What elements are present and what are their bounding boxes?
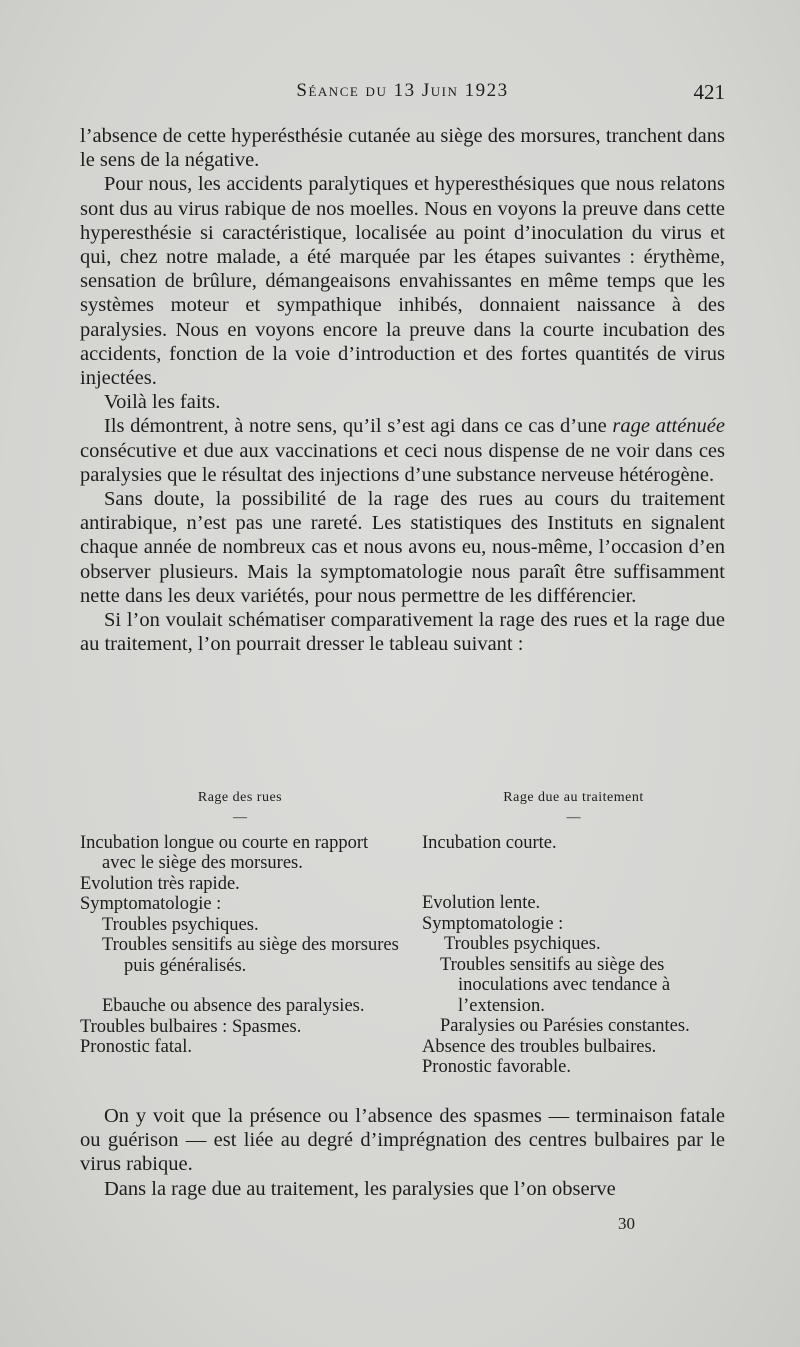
right-incubation: Incubation courte. — [422, 832, 557, 853]
paragraph-4-rest: consécutive et due aux vaccinations et ceci nous dispense de ne voir dans ces paralysies que le résultat des injections d’une substance nerveuse hétérogène. — [80, 439, 725, 486]
paragraph-4-italic: rage atténuée — [612, 415, 726, 438]
right-gap-2 — [422, 873, 725, 893]
paragraph-4-lead: Ils démontrent, à notre sens, qu’il s’est agi dans ce cas d’une — [104, 415, 607, 438]
right-gap-1 — [422, 853, 725, 873]
right-symptomatologie: Symptomatologie : — [422, 913, 564, 934]
paragraph-6: Si l’on voulait schématiser comparativement la rage des rues et la rage due au traitement, l’on pourrait dresser le tableau suivant : — [80, 609, 725, 656]
right-evolution: Evolution lente. — [422, 893, 541, 913]
table-dash-left: — — [233, 809, 247, 825]
table-column-left — [80, 788, 400, 1058]
right-psychiques: Troubles psychiques. — [444, 934, 601, 954]
right-sensitifs: Troubles sensitifs au siège des inoculations avec tendance à l’extension. — [440, 954, 671, 1016]
paragraph-8: Dans la rage due au traitement, les paralysies que l’on observe — [104, 1177, 616, 1200]
paragraph-2: Pour nous, les accidents paralytiques et hyperesthésiques que nous relatons sont dus au virus rabique de nos moelles. Nous en voyons la preuve dans cette hyperesthésie si caractéristique, localisée au point d’inoculation du virus et qui, chez notre malade, a été marquée par les étapes suivantes : érythème, sensation de brûlure, démangeaisons envahissantes en même temps que les systèmes moteur et sympathique inhibés, donnaient naissance à des paralysies. Nous en voyons encore la preuve dans la courte incubation des accidents, fonction de la voie d’introduction et des fortes quantités de virus injectées. — [80, 173, 725, 390]
right-paralysies: Paralysies ou Parésies constantes. — [440, 1016, 690, 1036]
left-incubation: Incubation longue ou courte en rapport avec le siège des morsures. — [80, 832, 369, 873]
paragraph-1: l’absence de cette hyperésthésie cutanée au siège des morsures, tranchent dans le sens de la négative. — [80, 125, 725, 172]
page-header — [80, 80, 725, 110]
right-pronostic: Pronostic favorable. — [422, 1057, 571, 1077]
left-sensitifs: Troubles sensitifs au siège des morsures puis généralisés. — [102, 935, 399, 976]
left-evolution: Evolution très rapide. — [80, 873, 240, 894]
left-paralysies: Ebauche ou absence des paralysies. — [102, 996, 365, 1016]
left-gap — [80, 976, 400, 996]
paragraph-7: On y voit que la présence ou l’absence des spasmes — terminaison fatale ou guérison — est liée au degré d’imprégnation des centres bulbaires par le virus rabique. — [80, 1105, 725, 1176]
right-bulbaires: Absence des troubles bulbaires. — [422, 1036, 657, 1057]
left-psychiques: Troubles psychiques. — [102, 914, 259, 935]
table-header-right: Rage due au traitement — [503, 790, 644, 805]
left-pronostic: Pronostic fatal. — [80, 1037, 193, 1057]
left-bulbaires: Troubles bulbaires : Spasmes. — [80, 1016, 302, 1037]
paragraph-5: Sans doute, la possibilité de la rage des rues au cours du traitement antirabique, n’est pas une rareté. Les statistiques des Instituts en signalent chaque année de nombreux cas et nous avons eu, nous-même, l’occasion d’en observer plusieurs. Mais la symptomatologie nous paraît être suffisamment nette dans les deux variétés, pour nous permettre de les différencier. — [80, 488, 725, 607]
running-head: Séance du 13 Juin 1923 — [296, 80, 509, 101]
paragraph-3: Voilà les faits. — [104, 391, 221, 414]
closing-text — [80, 1104, 725, 1201]
signature-mark: 30 — [618, 1214, 635, 1233]
paragraph-4 — [80, 414, 725, 487]
table-column-right — [422, 788, 725, 1078]
body-text — [80, 124, 725, 656]
page-number: 421 — [693, 80, 725, 104]
table-header-left: Rage des rues — [197, 790, 283, 805]
table-dash-right: — — [566, 809, 581, 825]
left-symptomatologie: Symptomatologie : — [80, 894, 222, 914]
